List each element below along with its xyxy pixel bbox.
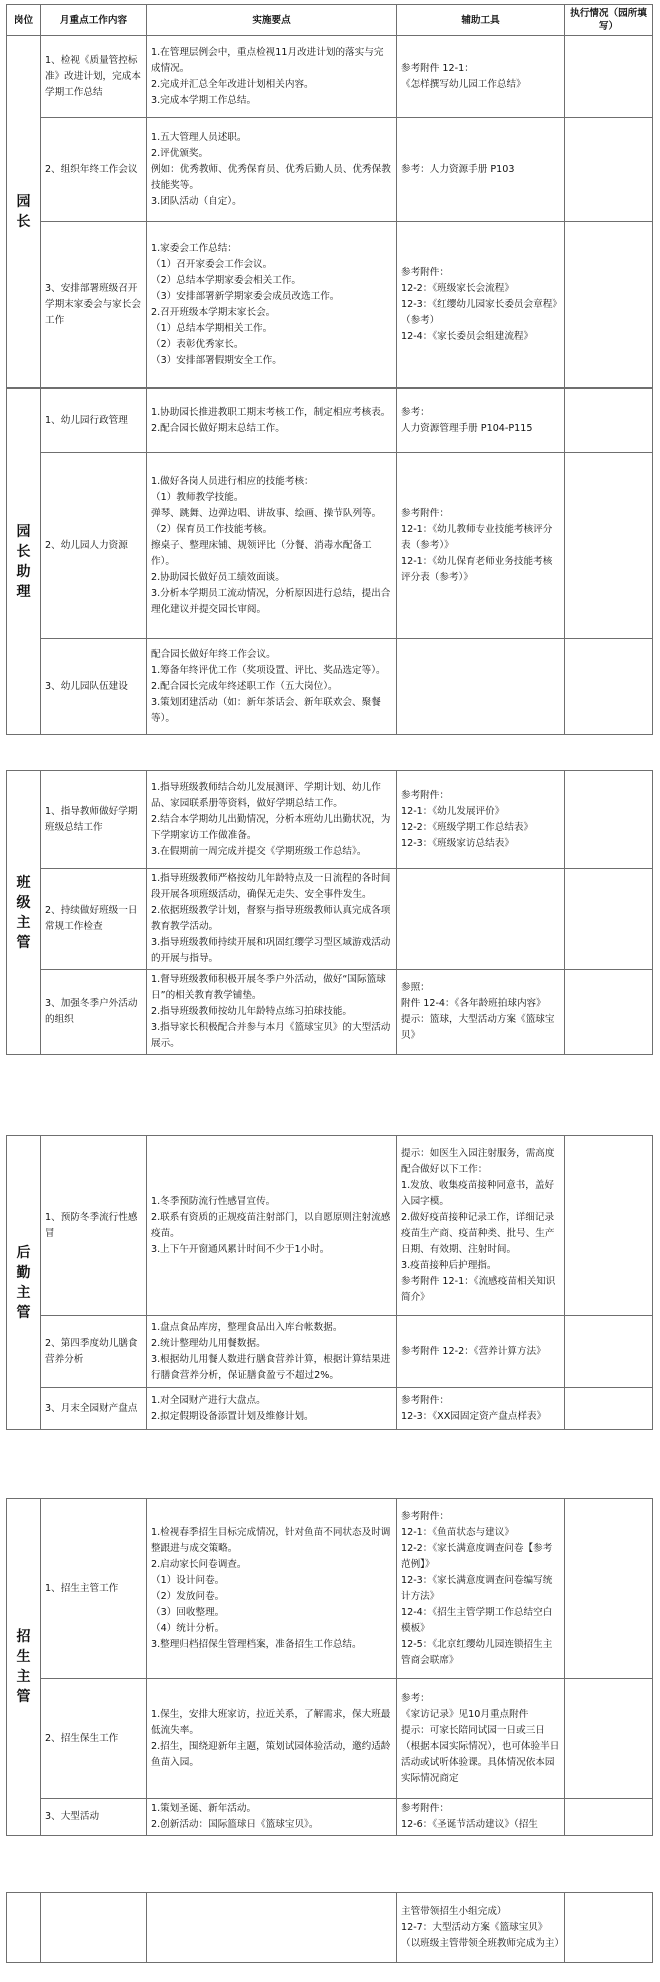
exec-cell[interactable]	[565, 1799, 653, 1836]
header-task: 月重点工作内容	[41, 5, 147, 36]
exec-cell[interactable]	[565, 118, 653, 222]
tool-text: 12-4：《招生主管学期工作总结空白模板》	[401, 1606, 553, 1634]
point-text: 弹琴、跳舞、边弹边唱、讲故事、绘画、操节队列等。	[151, 507, 382, 519]
task-cell: 1、预防冬季流行性感冒	[41, 1136, 147, 1316]
tool-text: 《怎样撰写幼儿园工作总结》	[401, 78, 526, 90]
point-text: （2）表彰优秀家长。	[151, 338, 244, 350]
point-text: 1.筹备年终评优工作（奖项设置、评比、奖品选定等）。	[151, 664, 386, 676]
point-text: 3.团队活动（自定）。	[151, 195, 242, 207]
header-exec: 执行情况（园所填写）	[565, 5, 653, 36]
role-char: 长	[16, 213, 31, 230]
points-cell	[147, 639, 397, 735]
role-label	[13, 873, 34, 953]
point-text: （2）保育员工作技能考核。	[151, 523, 273, 535]
point-text: 2.统计整理幼儿用餐数据。	[151, 1337, 266, 1349]
points-cell	[147, 389, 397, 453]
tool-text: 2.做好疫苗接种记录工作，详细记录疫苗生产商、疫苗种类、批号、生产日期、有效期、注射时间。	[401, 1211, 555, 1255]
table-row	[7, 1499, 653, 1679]
tool-text: 12-1：《幼儿保育老师业务技能考核评分表（参考）》	[401, 555, 553, 583]
tools-cell	[397, 1799, 565, 1836]
point-text: 2.拟定假期设备添置计划及维修计划。	[151, 1410, 314, 1422]
tool-text: 参考附件：	[401, 1803, 449, 1814]
role-label	[13, 1627, 34, 1707]
tool-text: 12-7：大型活动方案《篮球宝贝》（以班级主管带领全班教师完成为主）	[401, 1921, 565, 1949]
table-row	[7, 1679, 653, 1799]
task-cell: 2、组织年终工作会议	[41, 118, 147, 222]
table-row	[7, 453, 653, 639]
tool-text: 主管带领招生小组完成）	[401, 1905, 507, 1917]
exec-cell[interactable]	[565, 639, 653, 735]
role-char: 招	[16, 1629, 31, 1645]
task-cell: 3、安排部署班级召开学期末家委会与家长会工作	[41, 222, 147, 388]
tools-cell	[397, 970, 565, 1055]
role-cell	[7, 389, 41, 735]
point-text: 2.配合园长完成年终述职工作（五大岗位）。	[151, 680, 338, 692]
role-char: 助	[16, 563, 31, 580]
point-text: 2.结合本学期幼儿出勤情况，分析本班幼儿出勤状况，为下学期家访工作做准备。	[151, 813, 391, 841]
point-text: 3.策划团建活动（如：新年茶话会、新年联欢会、聚餐等）。	[151, 696, 381, 724]
point-text: 配合园长做好年终工作会议。	[151, 648, 276, 660]
point-text: （2）总结本学期家委会相关工作。	[151, 274, 302, 286]
points-cell	[147, 1388, 397, 1430]
role-char: 主	[16, 914, 31, 931]
tools-cell	[397, 869, 565, 970]
role-cell	[7, 771, 41, 1055]
role-char: 级	[16, 894, 31, 911]
table-page-2	[6, 770, 653, 1055]
exec-cell[interactable]	[565, 970, 653, 1055]
point-text: 3.根据幼儿用餐人数进行膳食营养计算，根据计算结果进行膳食营养分析，保证膳食盈亏不超过2%。	[151, 1353, 391, 1381]
point-text: （1）教师教学技能。	[151, 491, 244, 503]
point-text: 3.指导家长积极配合并参与本月《篮球宝贝》的大型活动展示。	[151, 1022, 391, 1049]
tool-text: 参照：	[401, 982, 430, 993]
point-text: 2.招生，围绕迎新年主题，策划试园体验活动，邀约适龄鱼苗入园。	[151, 1740, 391, 1768]
task-cell: 2、第四季度幼儿膳食营养分析	[41, 1316, 147, 1388]
table-row	[7, 36, 653, 118]
point-text: 例如：优秀教师、优秀保育员、优秀后勤人员、优秀保教技能奖等。	[151, 163, 391, 191]
point-text: 1.指导班级教师严格按幼儿年龄特点及一日流程的各时间段开展各项班级活动，确保无走失、安全事件发生。	[151, 873, 391, 900]
point-text: 3.在假期前一周完成并提交《学期班级工作总结》。	[151, 845, 367, 857]
tool-text: 12-3：《红缨幼儿园家长委员会章程》（参考）	[401, 298, 558, 326]
tools-cell	[397, 639, 565, 735]
tool-text: 提示：可家长陪同试园一日或三日（根据本园实际情况），也可体验半日活动或试听体验课。具体情况依本园实际情况商定	[401, 1724, 560, 1784]
table-row	[7, 222, 653, 388]
point-text: 1.协助园长推进教职工期末考核工作，制定相应考核表。	[151, 406, 391, 418]
role-char: 长	[16, 543, 31, 560]
points-cell	[147, 771, 397, 869]
exec-cell[interactable]	[565, 1388, 653, 1430]
table-row	[7, 118, 653, 222]
tool-text: 参考附件 12-1：《流感疫苗相关知识简介》	[401, 1275, 556, 1303]
points-cell	[147, 1136, 397, 1316]
role-char: 勤	[16, 1264, 31, 1281]
table-row	[7, 1388, 653, 1430]
tool-text: 参考附件 12-2：《营养计算方法》	[401, 1345, 546, 1357]
header-tools: 辅助工具	[397, 5, 565, 36]
exec-cell[interactable]	[565, 453, 653, 639]
point-text: 1.督导班级教师积极开展冬季户外活动，做好“国际篮球日”的相关教育教学铺垫。	[151, 974, 386, 1001]
point-text: 3.完成本学期工作总结。	[151, 94, 257, 106]
table-row	[7, 1893, 653, 1963]
tool-text: 12-3：《家长满意度调查问卷编写统计方法》	[401, 1574, 553, 1602]
tool-text: 参考附件：	[401, 1394, 449, 1406]
role-cell	[7, 1136, 41, 1430]
point-text: 2.召开班级本学期末家长会。	[151, 306, 276, 318]
role-cell	[7, 1893, 41, 1963]
points-cell	[147, 1679, 397, 1799]
point-text: 1.指导班级教师结合幼儿发展测评、学期计划、幼儿作品、家园联系册等资料，做好学期总结工作。	[151, 781, 381, 809]
tools-cell	[397, 1316, 565, 1388]
points-cell	[147, 970, 397, 1055]
points-cell	[147, 1499, 397, 1679]
table-page-1	[6, 4, 653, 388]
tool-text: 12-3：《XX园固定资产盘点样表》	[401, 1410, 547, 1422]
point-text: 1.在管理层例会中，重点检视11月改进计划的落实与完成情况。	[151, 46, 384, 74]
tool-text: 《家访记录》见10月重点附件	[401, 1708, 529, 1720]
point-text: 2.联系有资质的正规疫苗注射部门，以自愿原则注射流感疫苗。	[151, 1211, 391, 1239]
points-cell	[147, 118, 397, 222]
tool-text: 12-1：《幼儿教师专业技能考核评分表（参考）》	[401, 523, 553, 551]
points-cell	[147, 1316, 397, 1388]
point-text: 1.保生，安排大班家访，拉近关系，了解需求，保大班最低流失率。	[151, 1708, 391, 1736]
header-role: 岗位	[7, 5, 41, 36]
exec-cell[interactable]	[565, 1136, 653, 1316]
point-text: 1.五大管理人员述职。	[151, 131, 247, 143]
tools-cell	[397, 118, 565, 222]
point-text: （1）设计问卷。	[151, 1574, 225, 1586]
role-cell	[7, 36, 41, 388]
task-cell: 3、幼儿园队伍建设	[41, 639, 147, 735]
point-text: （2）发放问卷。	[151, 1590, 225, 1602]
point-text: 2.启动家长问卷调查。	[151, 1558, 247, 1570]
exec-cell[interactable]	[565, 771, 653, 869]
role-char: 班	[16, 874, 31, 891]
point-text: 1.检视春季招生目标完成情况，针对鱼苗不同状态及时调整跟进与成交策略。	[151, 1526, 391, 1554]
role-char: 理	[16, 583, 31, 600]
exec-cell[interactable]	[565, 1499, 653, 1679]
table-page-5	[6, 1892, 653, 1963]
points-cell	[147, 1799, 397, 1836]
tool-text: 参考附件：	[401, 507, 449, 519]
table-page-3	[6, 1135, 653, 1430]
tools-cell	[397, 1679, 565, 1799]
table-row	[7, 389, 653, 453]
tool-text: 12-6：《圣诞节活动建议》（招生	[401, 1819, 538, 1830]
table-page-4	[6, 1498, 653, 1836]
task-cell: 1、招生主管工作	[41, 1499, 147, 1679]
points-cell	[147, 453, 397, 639]
tool-text: 提示：如医生入园注射服务，需高度配合做好以下工作：	[401, 1147, 555, 1175]
exec-cell[interactable]	[565, 389, 653, 453]
point-text: 2.协助园长做好员工绩效面谈。	[151, 571, 285, 583]
tool-text: 3.疫苗接种后护理指。	[401, 1259, 497, 1271]
point-text: 1.对全园财产进行大盘点。	[151, 1394, 266, 1406]
tool-text: 参考附件：	[401, 1510, 449, 1522]
task-cell: 2、招生保生工作	[41, 1679, 147, 1799]
point-text: 2.依据班级教学计划，督察与指导班级教师认真完成各项教育教学活动。	[151, 905, 391, 932]
point-text: （3）安排部署假期安全工作。	[151, 354, 282, 366]
exec-cell[interactable]	[565, 36, 653, 118]
tool-text: 参考附件：	[401, 789, 449, 801]
tool-text: 参考附件 12-1：	[401, 62, 474, 74]
tool-text: 12-2：《家长满意度调查问卷【参考范例】》	[401, 1542, 553, 1570]
point-text: （1）召开家委会工作会议。	[151, 258, 273, 270]
task-cell: 1、幼儿园行政管理	[41, 389, 147, 453]
role-char: 管	[16, 1304, 31, 1321]
role-char: 管	[16, 1689, 31, 1705]
tool-text: 1.发放、收集疫苗接种同意书，盖好入园字模。	[401, 1179, 555, 1207]
tools-cell	[397, 453, 565, 639]
point-text: 2.指导班级教师按幼儿年龄特点练习拍球技能。	[151, 1006, 353, 1017]
point-text: （4）统计分析。	[151, 1622, 225, 1634]
role-char: 生	[16, 1649, 31, 1665]
task-cell: 2、幼儿园人力资源	[41, 453, 147, 639]
table-row	[7, 1136, 653, 1316]
tool-text: 12-2：《班级家长会流程》	[401, 282, 514, 294]
table-row	[7, 970, 653, 1055]
tool-text: 人力资源管理手册 P104-P115	[401, 422, 533, 434]
point-text: 1.做好各岗人员进行相应的技能考核：	[151, 475, 314, 487]
role-char: 主	[16, 1669, 31, 1685]
task-cell: 3、大型活动	[41, 1799, 147, 1836]
point-text: 1.家委会工作总结：	[151, 242, 237, 254]
point-text: 1.盘点食品库房，整理食品出入库台帐数据。	[151, 1321, 343, 1333]
point-text: 3.上下午开窗通风累计时间不少于1小时。	[151, 1243, 330, 1255]
tool-text: 提示：篮球，大型活动方案《篮球宝贝》	[401, 1014, 555, 1041]
points-cell	[147, 222, 397, 388]
tools-cell	[397, 389, 565, 453]
tool-text: 12-2：《班级学期工作总结表》	[401, 821, 534, 833]
points-cell	[147, 1893, 397, 1963]
role-label	[13, 1243, 34, 1323]
task-cell: 1、检视《质量管控标准》改进计划，完成本学期工作总结	[41, 36, 147, 118]
table-row	[7, 1799, 653, 1836]
tools-cell	[397, 1893, 565, 1963]
exec-cell[interactable]	[565, 1316, 653, 1388]
point-text: （1）总结本学期相关工作。	[151, 322, 273, 334]
point-text: 擦桌子、整理床铺、规领评比（分餐、消毒水配备工作）。	[151, 539, 372, 567]
role-cell	[7, 1499, 41, 1836]
point-text: （3）回收整理。	[151, 1606, 225, 1618]
header-points: 实施要点	[147, 5, 397, 36]
table-row	[7, 869, 653, 970]
role-char: 园	[16, 193, 31, 210]
exec-cell[interactable]	[565, 222, 653, 388]
exec-cell[interactable]	[565, 1679, 653, 1799]
tool-text: 12-1：《鱼苗状态与建议》	[401, 1526, 514, 1538]
point-text: 3.指导班级教师持续开展和巩固红缨学习型区域游戏活动的开展与指导。	[151, 937, 391, 964]
tool-text: 参考附件：	[401, 266, 449, 278]
tool-text: 参考：人力资源手册 P103	[401, 163, 515, 175]
table-header-row	[7, 5, 653, 36]
tool-text: 参考：	[401, 406, 430, 418]
task-cell: 3、月末全园财产盘点	[41, 1388, 147, 1430]
point-text: （3）安排部署新学期家委会成员改选工作。	[151, 290, 340, 302]
point-text: 2.完成并汇总全年改进计划相关内容。	[151, 78, 314, 90]
point-text: 3.整理归档招保生管理档案，准备招生工作总结。	[151, 1638, 362, 1650]
table-row	[7, 771, 653, 869]
table-row	[7, 639, 653, 735]
table-page-1b	[6, 388, 653, 735]
point-text: 2.评优颁奖。	[151, 147, 209, 159]
role-char: 主	[16, 1284, 31, 1301]
tools-cell	[397, 1388, 565, 1430]
role-label	[13, 192, 34, 232]
role-char: 后	[16, 1244, 31, 1261]
exec-cell[interactable]	[565, 869, 653, 970]
role-char: 园	[16, 523, 31, 540]
task-cell: 3、加强冬季户外活动的组织	[41, 970, 147, 1055]
tools-cell	[397, 222, 565, 388]
task-cell: 1、指导教师做好学期班级总结工作	[41, 771, 147, 869]
tool-text: 附件 12-4：《各年龄班拍球内容》	[401, 998, 546, 1009]
tool-text: 12-3：《班级家访总结表》	[401, 837, 514, 849]
point-text: 3.分析本学期员工流动情况，分析原因进行总结，提出合理化建议并提交园长审阅。	[151, 587, 391, 615]
exec-cell[interactable]	[565, 1893, 653, 1963]
tool-text: 12-1：《幼儿发展评价》	[401, 805, 505, 817]
tools-cell	[397, 1136, 565, 1316]
points-cell	[147, 36, 397, 118]
table-row	[7, 1316, 653, 1388]
tools-cell	[397, 36, 565, 118]
task-cell	[41, 1893, 147, 1963]
tools-cell	[397, 771, 565, 869]
points-cell	[147, 869, 397, 970]
point-text: 1.冬季预防流行性感冒宣传。	[151, 1195, 276, 1207]
point-text: 2.配合园长做好期末总结工作。	[151, 422, 285, 434]
tool-text: 参考：	[401, 1692, 430, 1704]
tools-cell	[397, 1499, 565, 1679]
point-text: 1.策划圣诞、新年活动。	[151, 1803, 257, 1814]
tool-text: 12-4：《家长委员会组建流程》	[401, 330, 534, 342]
tool-text: 12-5：《北京红缨幼儿园连锁招生主管商会联席》	[401, 1638, 553, 1666]
role-label	[13, 522, 34, 602]
role-char: 管	[16, 934, 31, 951]
point-text: 2.创新活动：国际篮球日《篮球宝贝》。	[151, 1819, 319, 1830]
task-cell: 2、持续做好班级一日常规工作检查	[41, 869, 147, 970]
